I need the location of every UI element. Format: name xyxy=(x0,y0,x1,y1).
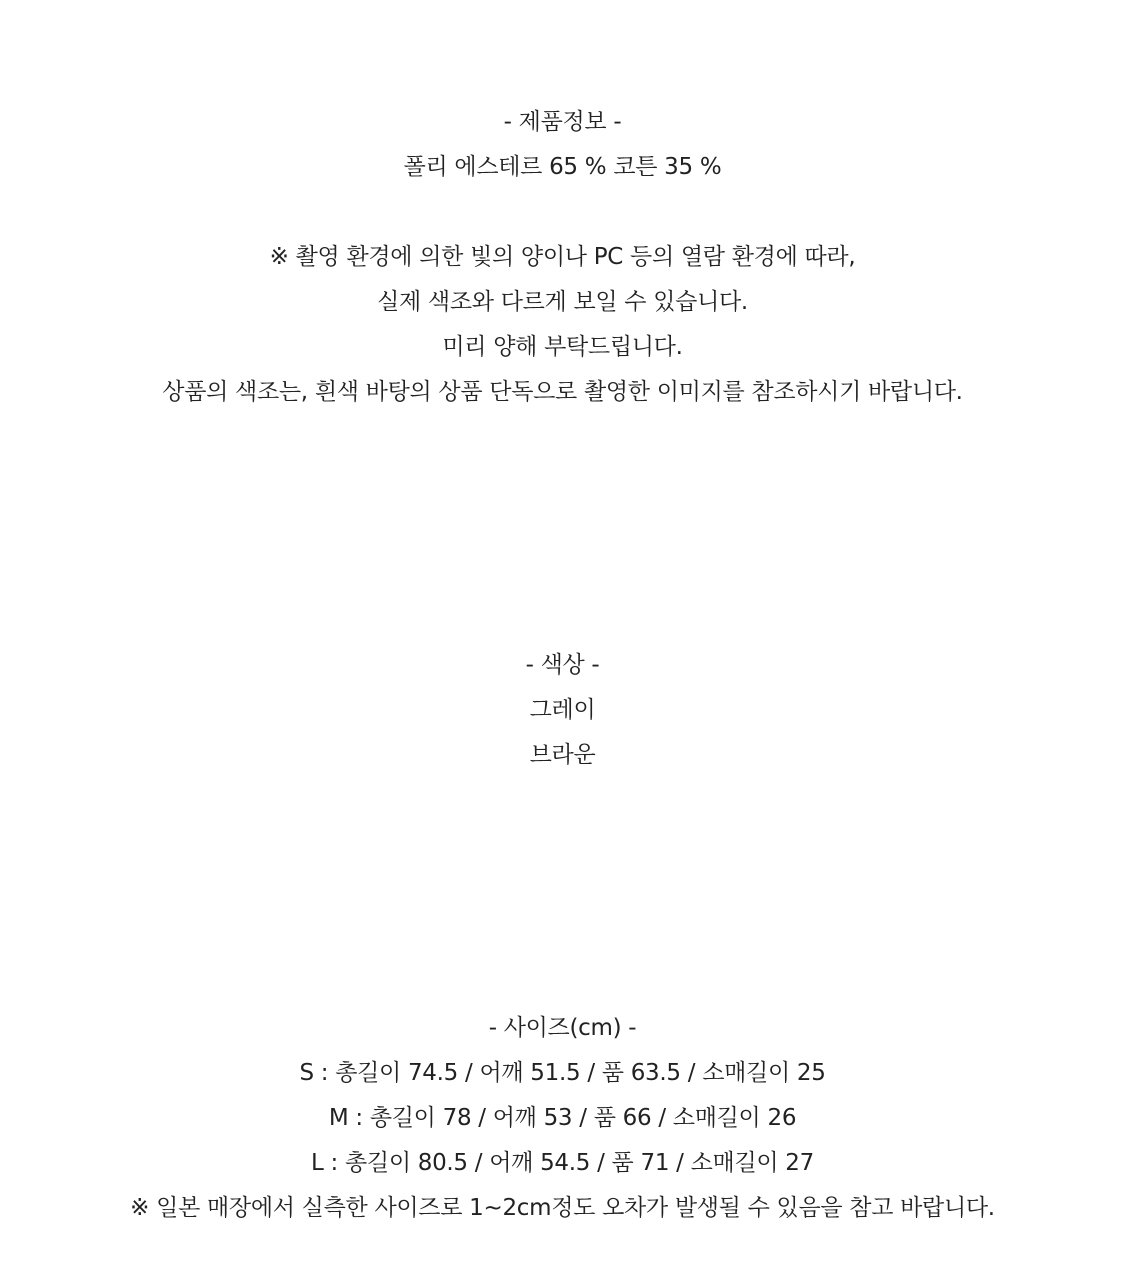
color-option-gray: 그레이 xyxy=(529,697,596,723)
color-option-brown: 브라운 xyxy=(529,742,596,768)
size-section xyxy=(0,1006,1125,1231)
color-notice-line: 상품의 색조는, 흰색 바탕의 상품 단독으로 촬영한 이미지를 참조하시기 바랍니다. xyxy=(162,379,963,405)
product-info-section xyxy=(0,100,1125,415)
material-composition: 폴리 에스테르 65 % 코튼 35 % xyxy=(403,154,722,180)
color-notice-line: 실제 색조와 다르게 보일 수 있습니다. xyxy=(377,289,748,315)
color-section xyxy=(0,643,1125,778)
size-row-m: M : 총길이 78 / 어깨 53 / 품 66 / 소매길이 26 xyxy=(328,1105,797,1131)
spacer xyxy=(0,190,1125,235)
product-info-heading: - 제품정보 - xyxy=(503,109,622,135)
size-row-l: L : 총길이 80.5 / 어깨 54.5 / 품 71 / 소매길이 27 xyxy=(311,1150,814,1176)
size-row-s: S : 총길이 74.5 / 어깨 51.5 / 품 63.5 / 소매길이 25 xyxy=(299,1060,826,1086)
color-heading: - 색상 - xyxy=(525,652,600,678)
color-notice-line: ※ 촬영 환경에 의한 빛의 양이나 PC 등의 열람 환경에 따라, xyxy=(269,244,856,270)
size-measurement-note: ※ 일본 매장에서 실측한 사이즈로 1~2cm정도 오차가 발생될 수 있음을 참고 바랍니다. xyxy=(130,1195,995,1221)
size-heading: - 사이즈(cm) - xyxy=(488,1015,637,1041)
color-notice-line: 미리 양해 부탁드립니다. xyxy=(442,334,683,360)
